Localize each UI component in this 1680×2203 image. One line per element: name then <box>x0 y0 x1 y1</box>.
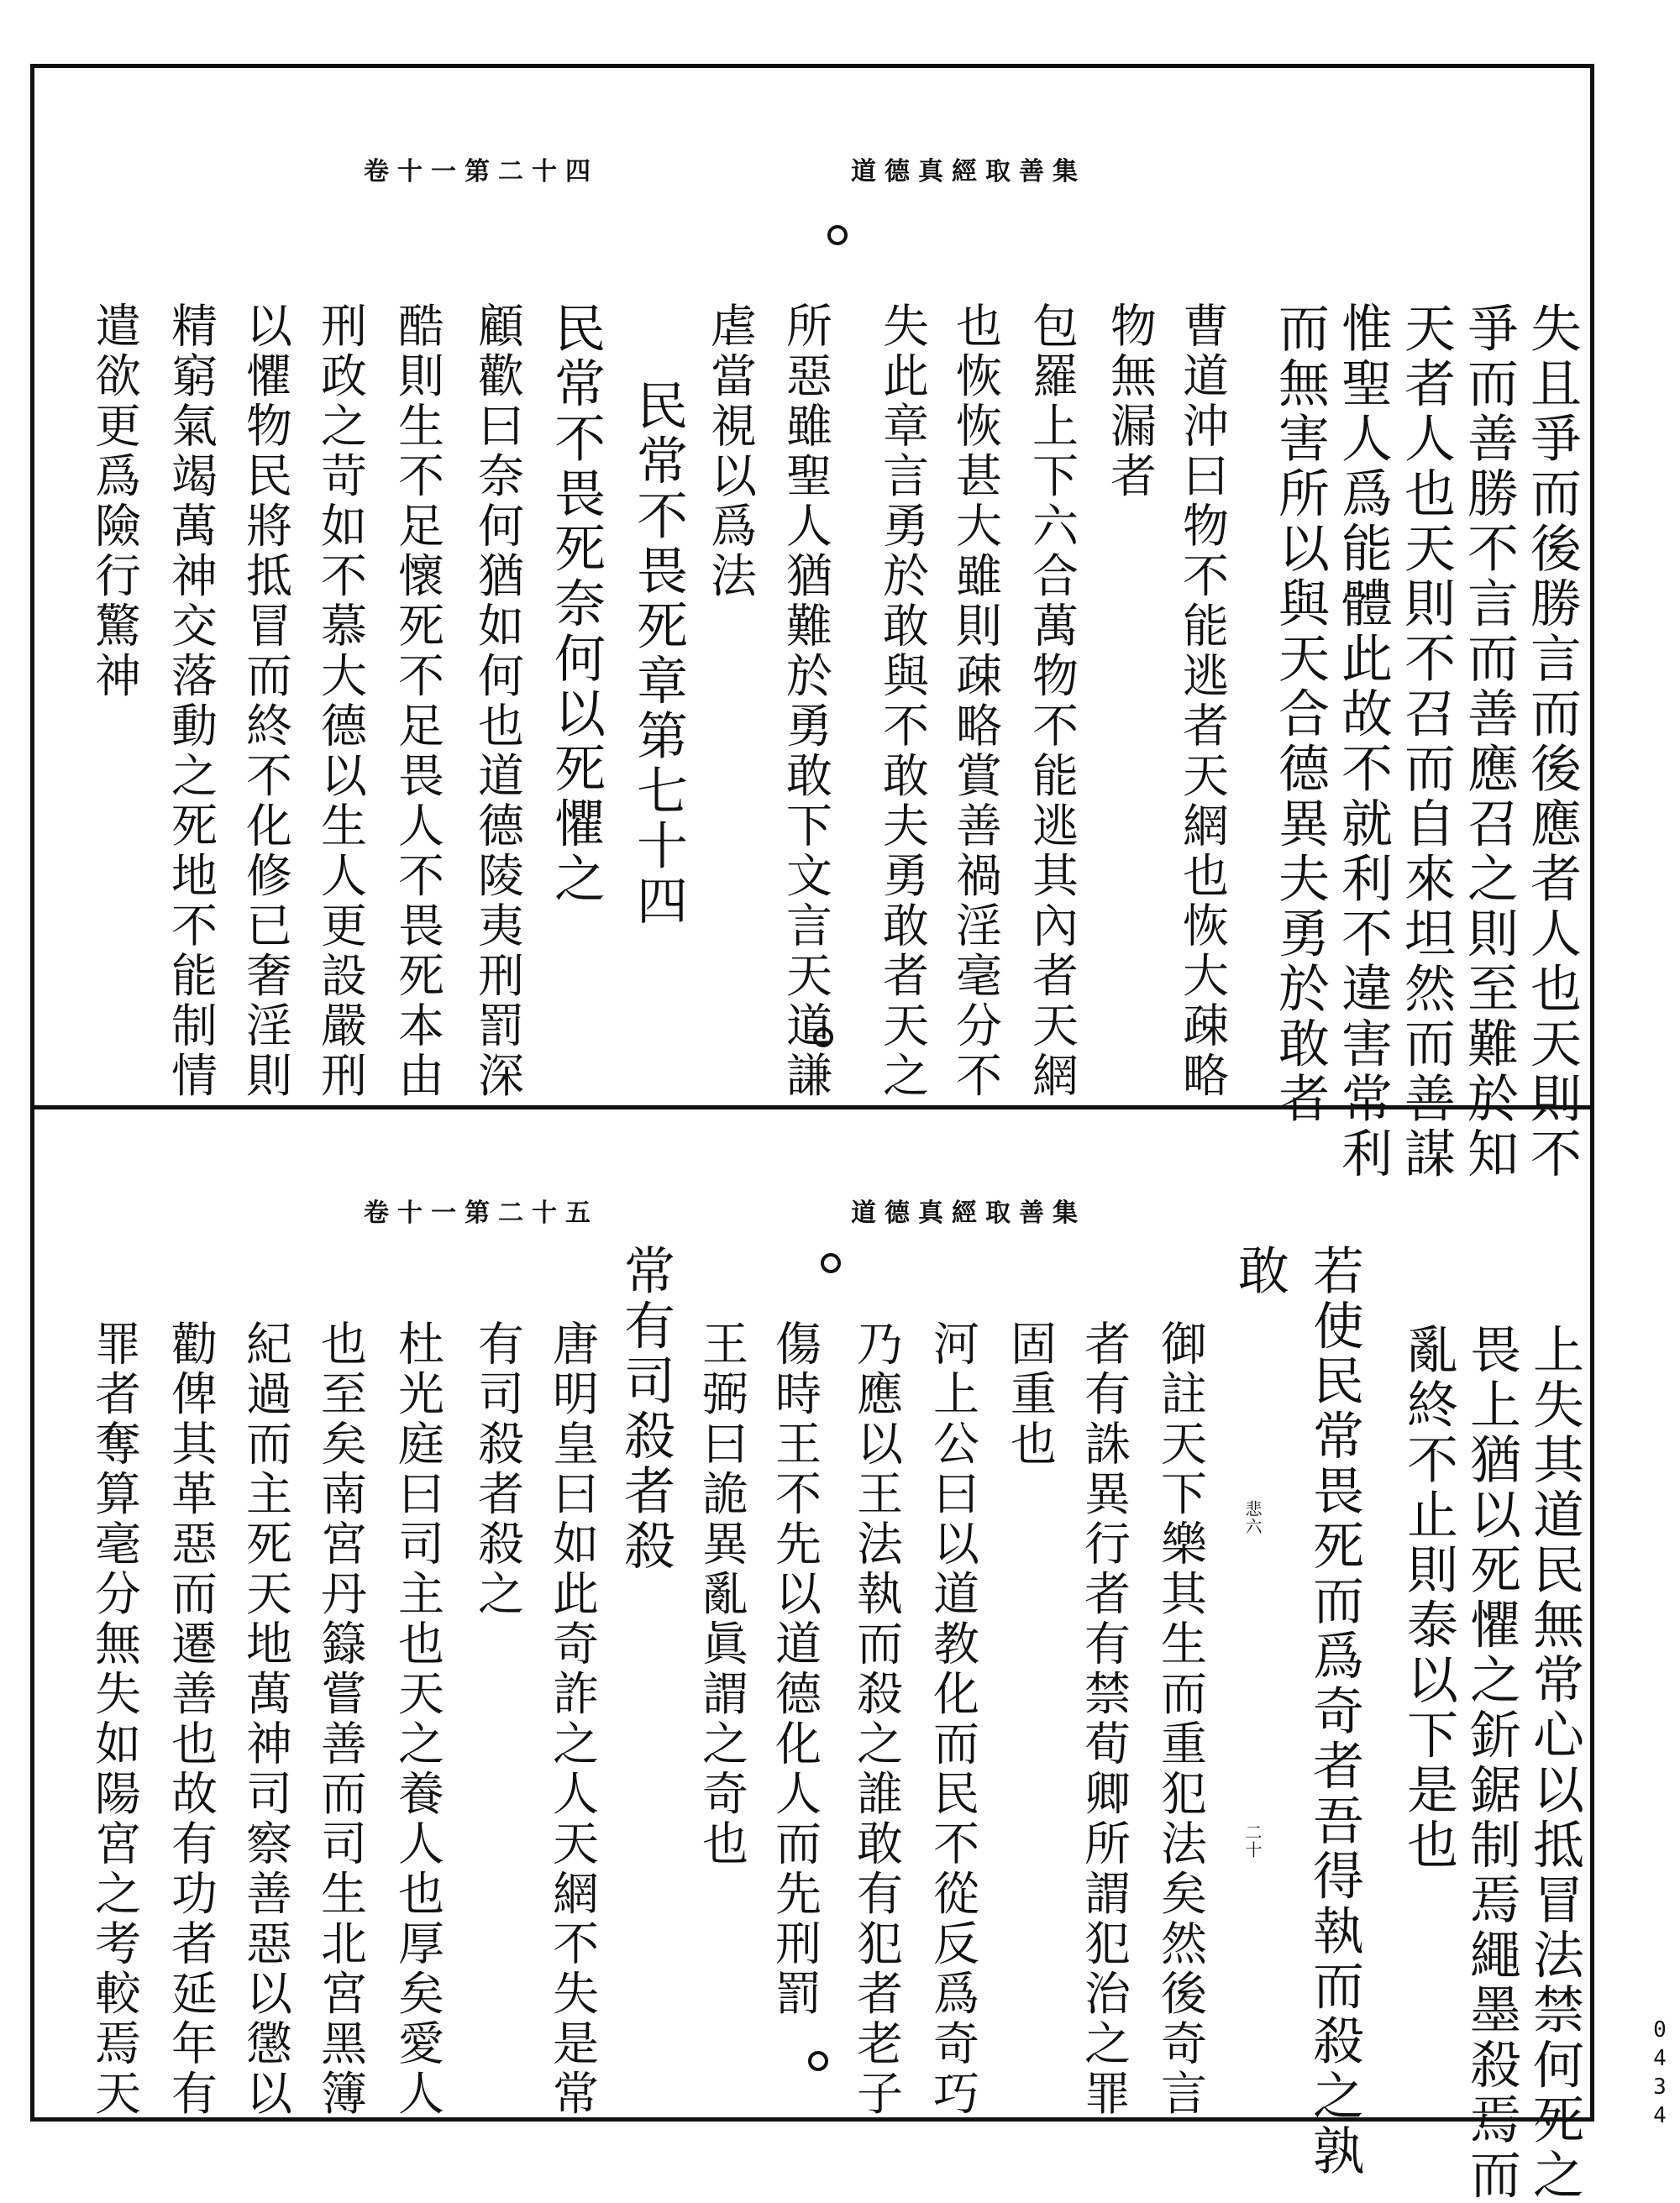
bottom-text-column: 上失其道民無常心以抵冒法禁何死之 <box>1525 1323 1584 2203</box>
top-text-column: 顧歡曰奈何猶如何也道德陵夷刑罰深 <box>470 302 524 1101</box>
bottom-text-column: 唐明皇曰如此奇詐之人天網不失是常 <box>545 1319 599 2119</box>
bottom-text-column: 罪者奪算毫分無失如陽宮之考較焉天 <box>87 1319 141 2119</box>
top-text-column: 遣欲更爲險行驚神 <box>87 302 141 701</box>
top-text-column: 以懼物民將抵冒而終不化修已奢淫則 <box>239 302 292 1101</box>
top-text-column: 物無漏者 <box>1103 302 1157 501</box>
bottom-end-circle-mark <box>808 2051 828 2071</box>
bottom-header-volume: 卷十一第二十五 <box>364 1199 599 1228</box>
bottom-margin-annotation: 悲六 <box>1242 1500 1263 1535</box>
bottom-text-column: 紀過而主死天地萬神司察善惡以懲以 <box>239 1319 292 2119</box>
top-text-column: 虐當視以爲法 <box>703 302 757 601</box>
top-text-column: 而無害所以與天合德異夫勇於敢者 <box>1270 302 1330 1127</box>
top-section-circle-mark <box>827 225 848 245</box>
bottom-text-column: 乃應以王法執而殺之誰敢有犯者老子 <box>849 1319 903 2119</box>
top-text-column: 刑政之苛如不慕大德以生人更設嚴刑 <box>313 302 367 1101</box>
bottom-text-column: 河上公曰以道教化而民不從反爲奇巧 <box>926 1319 979 2119</box>
bottom-text-column: 固重也 <box>1003 1319 1057 1470</box>
bottom-text-column: 御註天下樂其生而重犯法矣然後奇言 <box>1153 1319 1207 2119</box>
top-text-column: 失此章言勇於敢與不敢夫勇敢者天之 <box>875 302 929 1101</box>
top-text-column: 酷則生不足懷死不足畏人不畏死本由 <box>391 302 444 1101</box>
bottom-text-column: 也至矣南宮丹籙嘗善而司生北宮黑簿 <box>313 1319 367 2119</box>
bottom-header-title: 道德真經取善集 <box>851 1199 1086 1228</box>
bottom-panel <box>34 1109 1590 2203</box>
bottom-margin-annotation: 二十 <box>1242 1823 1263 1859</box>
top-text-column: 惟聖人爲能體此故不就利不違害常利 <box>1333 302 1393 1182</box>
top-text-column: 包羅上下六合萬物不能逃其內者天網 <box>1025 302 1079 1101</box>
bottom-text-column: 王弼曰詭異亂眞謂之奇也 <box>695 1319 748 1870</box>
top-text-column: 民常不畏死奈何以死懼之 <box>546 302 606 907</box>
top-running-header <box>364 148 1086 190</box>
top-text-column: 所惡雖聖人猶難於勇敢下文言天道謙 <box>779 302 832 1101</box>
top-header-title: 道德真經取善集 <box>851 157 1086 186</box>
bottom-text-column: 常有司殺者殺 <box>616 1244 675 1574</box>
bottom-text-column: 者有誅異行者有禁荀卿所謂犯治之罪 <box>1077 1319 1131 2119</box>
bottom-text-column: 若使民常畏死而爲奇者吾得執而殺之孰 <box>1305 1244 1364 2179</box>
top-chapter-title: 民常不畏死章第七十四 <box>628 379 688 929</box>
bottom-text-column: 勸俾其革惡而遷善也故有功者延年有 <box>164 1319 218 2119</box>
bottom-text-column: 杜光庭曰司主也天之養人也厚矣愛人 <box>391 1319 444 2119</box>
bottom-section-circle-mark <box>821 1253 841 1273</box>
bottom-text-column: 亂終不止則泰以下是也 <box>1399 1323 1458 1873</box>
top-text-column: 爭而善勝不言而善應召之則至難於知 <box>1459 302 1519 1182</box>
top-text-column: 失且爭而後勝言而後應者人也天則不 <box>1522 302 1582 1182</box>
bottom-text-column: 畏上猶以死懼之釿鋸制焉繩墨殺焉而 <box>1462 1323 1521 2203</box>
top-text-column: 精窮氣竭萬神交落動之死地不能制情 <box>164 302 218 1101</box>
top-panel <box>34 68 1590 1182</box>
top-text-column: 也恢恢甚大雖則疎略賞善禍淫毫分不 <box>948 302 1002 1101</box>
bottom-text-column: 傷時王不先以道德化人而先刑罰 <box>768 1319 822 2019</box>
bottom-running-header <box>364 1189 1086 1231</box>
top-text-column: 曹道沖曰物不能逃者天網也恢大疎略 <box>1175 302 1229 1101</box>
bottom-text-column: 敢 <box>1230 1244 1289 1299</box>
bottom-text-column: 有司殺者殺之 <box>470 1319 524 1619</box>
page-number: 0434 <box>1647 2017 1672 2132</box>
top-header-volume: 卷十一第二十四 <box>364 157 599 186</box>
top-text-column: 天者人也天則不召而自來坦然而善謀 <box>1396 302 1456 1182</box>
